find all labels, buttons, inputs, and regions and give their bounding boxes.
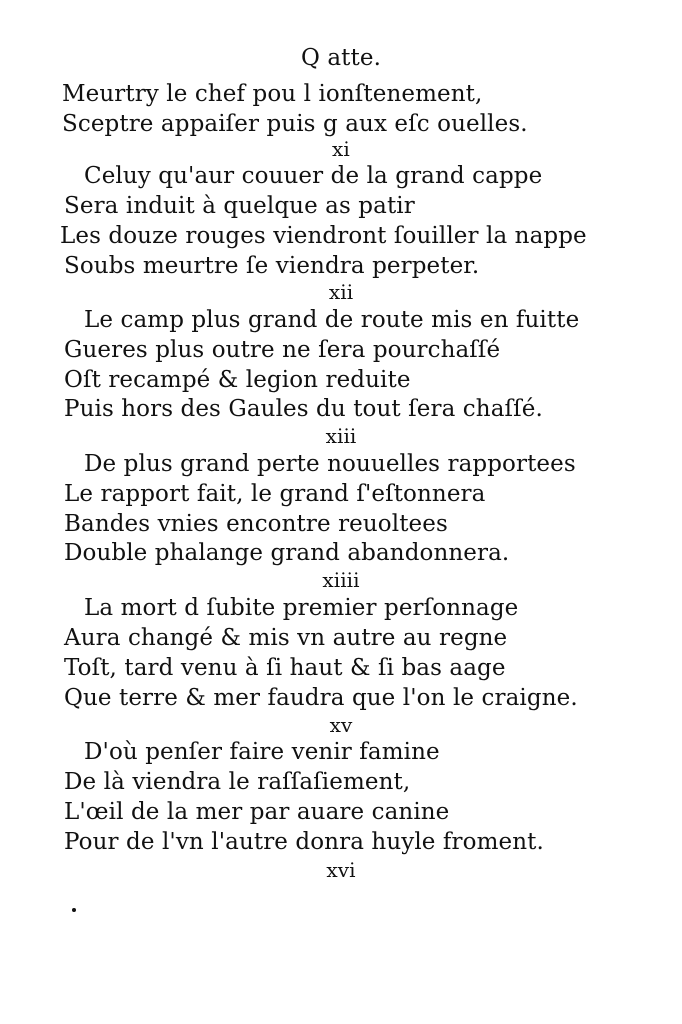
quatrain-line: La mort d ſubite premier perſonnage — [84, 595, 519, 621]
quatrain-line: Celuy qu'aur couuer de la grand cappe — [84, 163, 543, 189]
quatrain-line: D'où penſer faire venir famine — [84, 739, 440, 765]
quatrain-number: xiiii — [322, 568, 360, 592]
quatrain-line: Soubs meurtre ſe viendra perpeter. — [64, 253, 480, 279]
footer-numeral: xvi — [326, 858, 356, 882]
quatrain-line: Aura changé & mis vn autre au regne — [64, 625, 508, 651]
quatrain-line: Bandes vnies encontre reuoltees — [64, 511, 448, 537]
quatrain-line: De là viendra le raſſaſiement, — [64, 769, 411, 795]
quatrain-line: Oſt recampé & legion reduite — [64, 367, 411, 393]
quatrain-line: Double phalange grand abandonnera. — [64, 540, 510, 566]
stray-ink-mark — [72, 908, 76, 912]
quatrain-line: De plus grand perte nouuelles rapportees — [84, 451, 576, 477]
quatrain-number: xiii — [325, 424, 357, 448]
quatrain-number: xi — [332, 137, 350, 161]
quatrain-line: Meurtry le chef pou l ionſtenement, — [62, 81, 483, 107]
running-title: Q atte. — [301, 45, 381, 71]
quatrain-line: L'œil de la mer par auare canine — [64, 799, 450, 825]
quatrain-line: Le camp plus grand de route mis en fuitte — [84, 307, 580, 333]
quatrain-line: Gueres plus outre ne ſera pourchaſſé — [64, 337, 501, 363]
quatrain-number: xv — [329, 713, 353, 737]
quatrain-line: Que terre & mer faudra que l'on le craigne. — [64, 685, 578, 711]
quatrain-line: Les douze rouges viendront ſouiller la nappe — [60, 223, 587, 249]
quatrain-number: xii — [328, 280, 354, 304]
quatrain-line: Toſt, tard venu à ſi haut & ſi bas aage — [64, 655, 506, 681]
quatrain-line: Le rapport fait, le grand ſ'eſtonnera — [64, 481, 486, 507]
quatrain-line: Sera induit à quelque as patir — [64, 193, 415, 219]
quatrain-line: Puis hors des Gaules du tout ſera chaſſé. — [64, 396, 543, 422]
quatrain-line: Sceptre appaiſer puis g aux eſc ouelles. — [62, 111, 528, 137]
quatrain-line: Pour de l'vn l'autre donra huyle froment. — [64, 829, 544, 855]
